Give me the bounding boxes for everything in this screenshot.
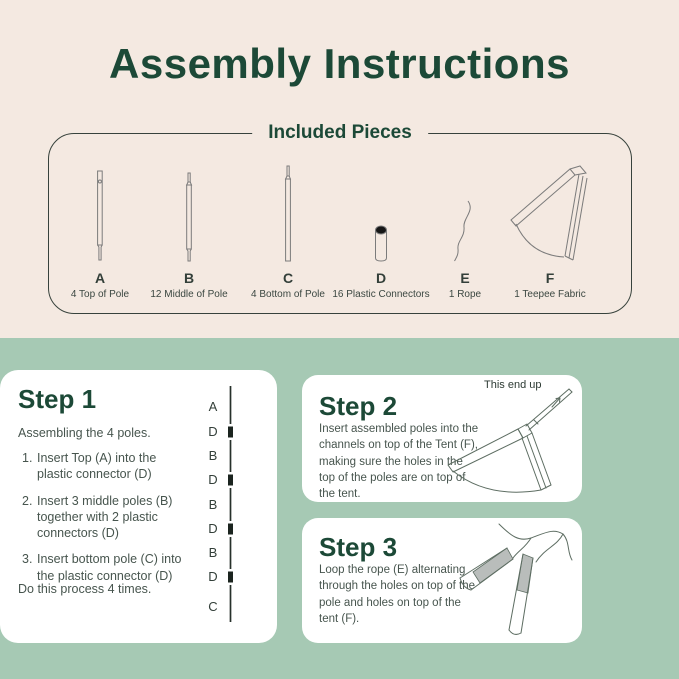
piece-description: 12 Middle of Pole [150,289,228,300]
step3-card [302,518,582,643]
piece-letter: B [183,270,195,286]
list-item [22,493,194,542]
piece-letter: F [545,270,555,286]
included-pieces-box [48,121,632,314]
piece-description: 16 Plastic Connectors [332,289,430,300]
step2-illustration-icon [430,381,580,504]
pole-middle-icon [178,161,200,263]
plastic-connector-icon [371,161,391,263]
step2-annotation: This end up [484,379,542,391]
diagram-label: A [208,399,218,414]
list-item-text: Insert bottom pole (C) into the plastic connector (D) [37,552,182,583]
list-item [22,551,194,584]
included-pieces-heading: Included Pieces [252,122,428,144]
step2-title: Step 2 [319,391,398,421]
teepee-fabric-icon [504,161,596,263]
rope-icon [451,161,479,263]
diagram-label: B [208,545,218,560]
steps-section-background [0,338,679,679]
diagram-label: D [208,569,218,584]
diagram-label: D [208,521,218,536]
piece-letter: C [282,270,294,286]
list-item [22,450,194,483]
piece-description: 4 Bottom of Pole [251,289,325,300]
list-item-text: Insert 3 middle poles (B) together with 2 plastic connectors (D) [37,493,173,540]
step2-body: Insert assembled poles into the channels on top of the Tent (F), making sure the holes in the top of the poles are on top of the tent. [319,423,479,501]
pole-line-icon [226,380,236,632]
piece-letter: E [460,270,470,286]
list-item-number: 3. [22,552,33,567]
step2-card [302,375,582,502]
step3-title: Step 3 [319,532,398,562]
step1-title: Step 1 [18,384,97,414]
diagram-label: B [208,448,218,463]
list-item-number: 2. [22,493,33,508]
step3-illustration-icon [435,520,580,647]
list-item-number: 1. [22,451,33,465]
piece-description: 4 Top of Pole [70,289,130,300]
assembled-pole-diagram [190,380,280,632]
diagram-label: D [208,472,218,487]
piece-letter: D [375,270,387,286]
diagram-label: C [208,599,218,614]
list-item-text: Insert Top (A) into the plastic connector (D) [37,451,157,482]
diagram-label: B [208,497,218,512]
piece-description: 1 Rope [448,289,482,300]
diagram-label: D [208,424,218,439]
page-title: Assembly Instructions [109,40,570,87]
pole-top-icon [89,161,111,263]
piece-item-f [490,161,610,300]
step1-note: Do this process 4 times. [18,582,152,596]
step1-instruction-list [22,450,194,594]
piece-description: 1 Teepee Fabric [514,289,586,300]
step1-intro: Assembling the 4 poles. [18,426,151,440]
pole-bottom-icon [277,161,299,263]
step1-card [0,370,277,643]
piece-letter: A [94,270,106,286]
step3-body: Loop the rope (E) alternating through the holes on top of the pole and holes on top of the tent (F). [319,564,476,625]
